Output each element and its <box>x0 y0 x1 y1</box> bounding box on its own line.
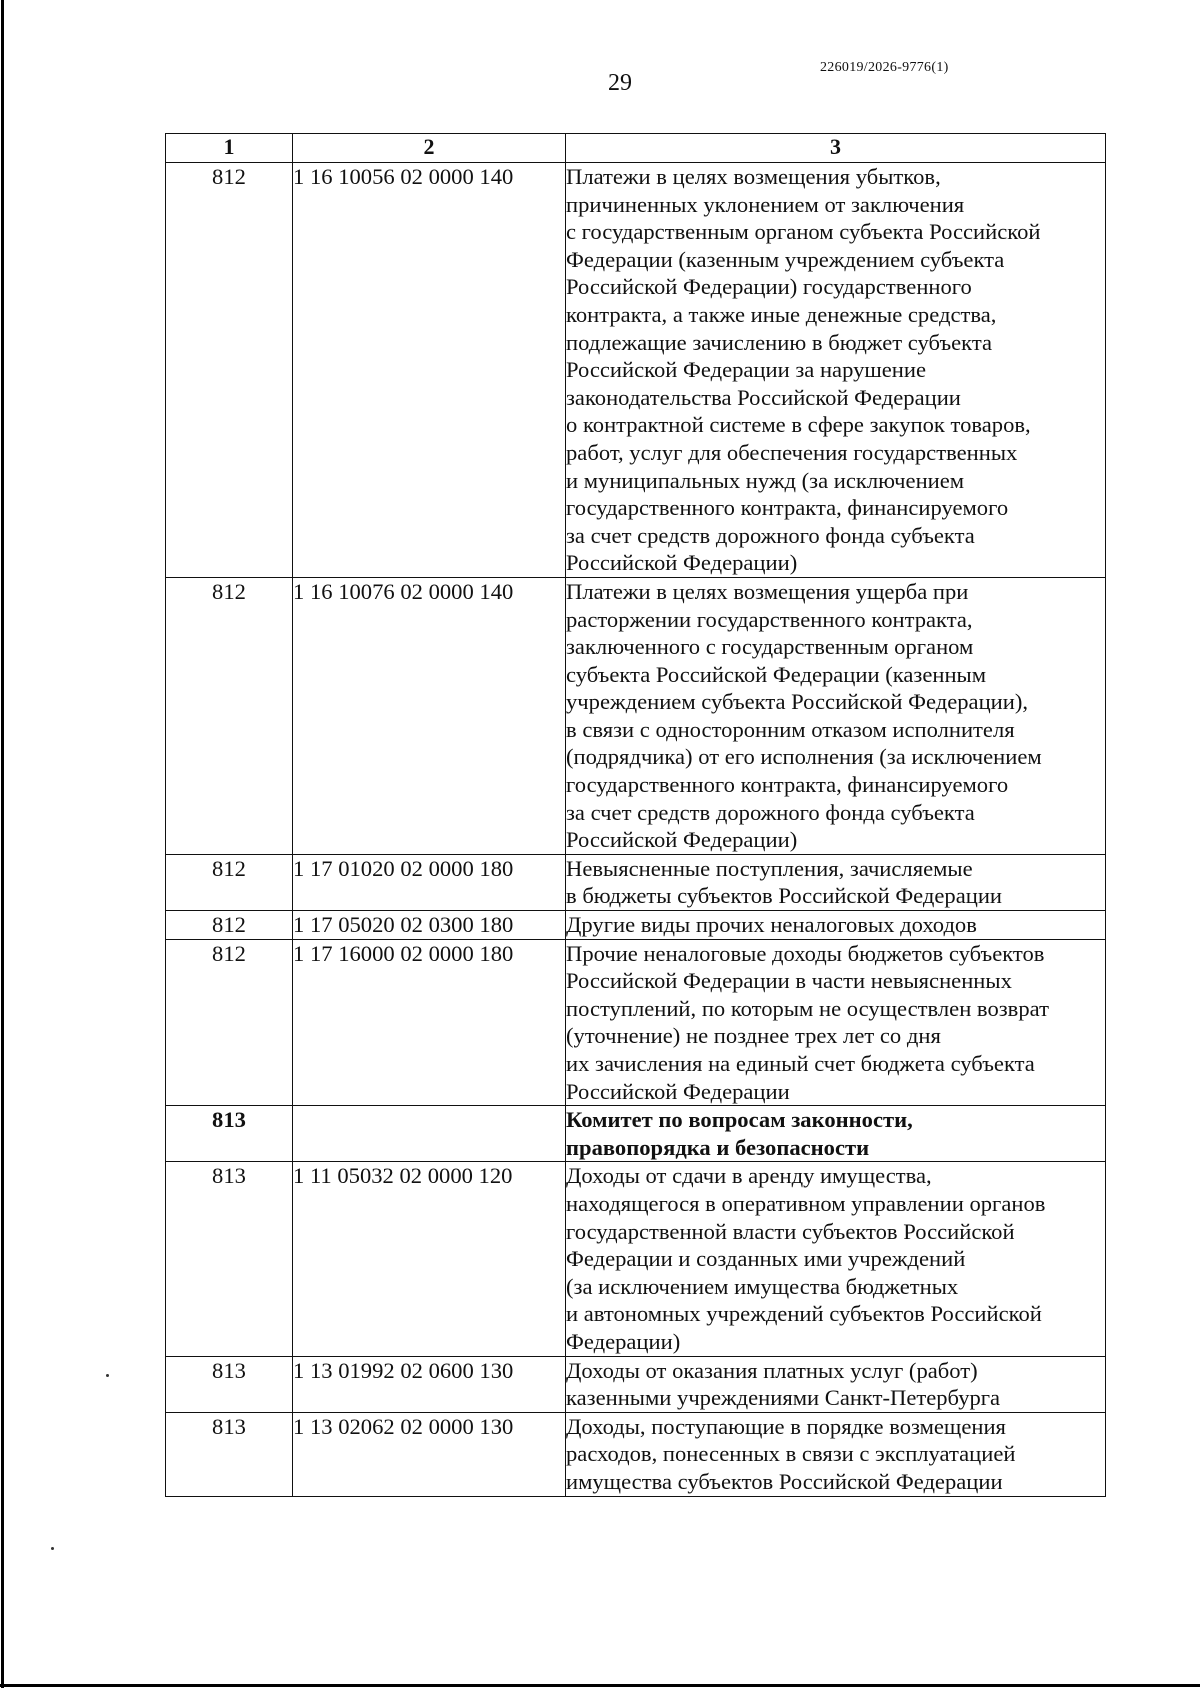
description-line: Прочие неналоговые доходы бюджетов субъектов <box>566 940 1045 966</box>
admin-code-cell: 812 <box>166 577 293 854</box>
description-line: причиненных уклонением от заключения <box>566 191 965 217</box>
budget-classification-code-cell: 1 11 05032 02 0000 120 <box>293 1162 566 1356</box>
revenue-description-cell <box>566 577 1106 854</box>
description-line: Российской Федерации) государственного <box>566 274 972 300</box>
description-line: за счет средств дорожного фонда субъекта <box>566 522 975 548</box>
description-line: находящегося в оперативном управлении органов <box>566 1190 1046 1216</box>
table-row <box>166 854 1106 910</box>
revenue-description-cell <box>566 1106 1106 1162</box>
description-line: субъекта Российской Федерации (казенным <box>566 661 987 687</box>
table-row <box>166 1356 1106 1412</box>
budget-classification-code-cell <box>293 1106 566 1162</box>
description-line: Российской Федерации <box>566 1078 790 1104</box>
description-line: и муниципальных нужд (за исключением <box>566 467 965 493</box>
admin-code-cell: 812 <box>166 939 293 1106</box>
scan-border-bottom <box>0 1684 1200 1687</box>
description-line: подлежащие зачислению в бюджет субъекта <box>566 329 993 355</box>
description-line: заключенного с государственным органом <box>566 634 974 660</box>
column-header-2: 2 <box>293 134 566 163</box>
admin-code-cell: 812 <box>166 854 293 910</box>
budget-classification-code-cell: 1 16 10076 02 0000 140 <box>293 577 566 854</box>
description-line: расторжении государственного контракта, <box>566 606 973 632</box>
description-line: Доходы от сдачи в аренду имущества, <box>566 1163 932 1189</box>
description-line: Федерации) <box>566 1328 681 1354</box>
revenue-description-cell <box>566 1162 1106 1356</box>
table-body <box>166 163 1106 1497</box>
admin-code-cell: 812 <box>166 163 293 578</box>
description-line: в бюджеты субъектов Российской Федерации <box>566 883 1003 909</box>
description-line: имущества субъектов Российской Федерации <box>566 1468 1003 1494</box>
admin-code-cell: 813 <box>166 1356 293 1412</box>
admin-code-cell: 812 <box>166 911 293 940</box>
description-line: Доходы, поступающие в порядке возмещения <box>566 1413 1006 1439</box>
revenue-description-cell <box>566 1412 1106 1496</box>
budget-classification-code-cell: 1 13 02062 02 0000 130 <box>293 1412 566 1496</box>
description-line: с государственным органом субъекта Российской <box>566 219 1041 245</box>
description-line: Платежи в целях возмещения убытков, <box>566 164 941 189</box>
description-line: о контрактной системе в сфере закупок товаров, <box>566 412 1031 438</box>
budget-classification-code-cell: 1 17 05020 02 0300 180 <box>293 911 566 940</box>
description-line: Другие виды прочих неналоговых доходов <box>566 912 977 938</box>
budget-classification-code-cell: 1 16 10056 02 0000 140 <box>293 163 566 578</box>
budget-codes-table <box>165 133 1106 1497</box>
description-line: за счет средств дорожного фонда субъекта <box>566 799 975 825</box>
table-row <box>166 911 1106 940</box>
scan-speck <box>51 1547 54 1550</box>
table-row <box>166 163 1106 578</box>
description-line: Платежи в целях возмещения ущерба при <box>566 578 969 604</box>
document-id: 226019/2026-9776(1) <box>820 60 949 75</box>
revenue-description-cell <box>566 911 1106 940</box>
table-row <box>166 1162 1106 1356</box>
description-line: контракта, а также иные денежные средства, <box>566 301 997 327</box>
column-header-3: 3 <box>566 134 1106 163</box>
description-line: их зачисления на единый счет бюджета субъекта <box>566 1051 1035 1076</box>
admin-code-cell: 813 <box>166 1162 293 1356</box>
description-line: государственного контракта, финансируемого <box>566 495 1009 521</box>
admin-code-cell: 813 <box>166 1106 293 1162</box>
table-row <box>166 1106 1106 1162</box>
description-line: поступлений, по которым не осуществлен возврат <box>566 995 1049 1021</box>
description-line: (за исключением имущества бюджетных <box>566 1273 959 1299</box>
budget-classification-code-cell: 1 17 01020 02 0000 180 <box>293 854 566 910</box>
table-row <box>166 577 1106 854</box>
page-number: 29 <box>608 70 632 96</box>
table-header-row <box>166 134 1106 163</box>
description-line: и автономных учреждений субъектов Российской <box>566 1301 1042 1327</box>
revenue-description-cell <box>566 939 1106 1106</box>
description-line: работ, услуг для обеспечения государственных <box>566 439 1018 465</box>
description-line: Невыясненные поступления, зачисляемые <box>566 855 973 881</box>
description-line: Доходы от оказания платных услуг (работ) <box>566 1357 978 1383</box>
budget-classification-code-cell: 1 17 16000 02 0000 180 <box>293 939 566 1106</box>
column-header-1: 1 <box>166 134 293 163</box>
description-line: в связи с односторонним отказом исполнителя <box>566 716 1015 742</box>
description-line: (уточнение) не позднее трех лет со дня <box>566 1023 941 1049</box>
revenue-description-cell <box>566 854 1106 910</box>
description-line: государственного контракта, финансируемого <box>566 772 1009 798</box>
description-line: законодательства Российской Федерации <box>566 384 961 410</box>
description-line: Российской Федерации) <box>566 550 798 576</box>
description-line: Федерации и созданных ими учреждений <box>566 1246 966 1272</box>
description-line: правопорядка и безопасности <box>566 1134 870 1160</box>
description-line: Российской Федерации в части невыясненных <box>566 968 1012 994</box>
description-line: государственной власти субъектов Российской <box>566 1218 1015 1244</box>
description-line: казенными учреждениями Санкт-Петербурга <box>566 1385 1001 1411</box>
description-line: учреждением субъекта Российской Федерации), <box>566 689 1029 715</box>
description-line: расходов, понесенных в связи с эксплуатацией <box>566 1441 1016 1467</box>
table-row <box>166 1412 1106 1496</box>
admin-code-cell: 813 <box>166 1412 293 1496</box>
revenue-description-cell <box>566 1356 1106 1412</box>
budget-classification-code-cell: 1 13 01992 02 0600 130 <box>293 1356 566 1412</box>
description-line: (подрядчика) от его исполнения (за исключением <box>566 744 1042 770</box>
description-line: Российской Федерации) <box>566 827 798 853</box>
table-row <box>166 939 1106 1106</box>
description-line: Комитет по вопросам законности, <box>566 1107 913 1133</box>
revenue-description-cell <box>566 163 1106 578</box>
scan-speck <box>106 1374 109 1377</box>
description-line: Российской Федерации за нарушение <box>566 357 926 383</box>
description-line: Федерации (казенным учреждением субъекта <box>566 246 1005 272</box>
scan-border-left <box>1 0 4 1688</box>
